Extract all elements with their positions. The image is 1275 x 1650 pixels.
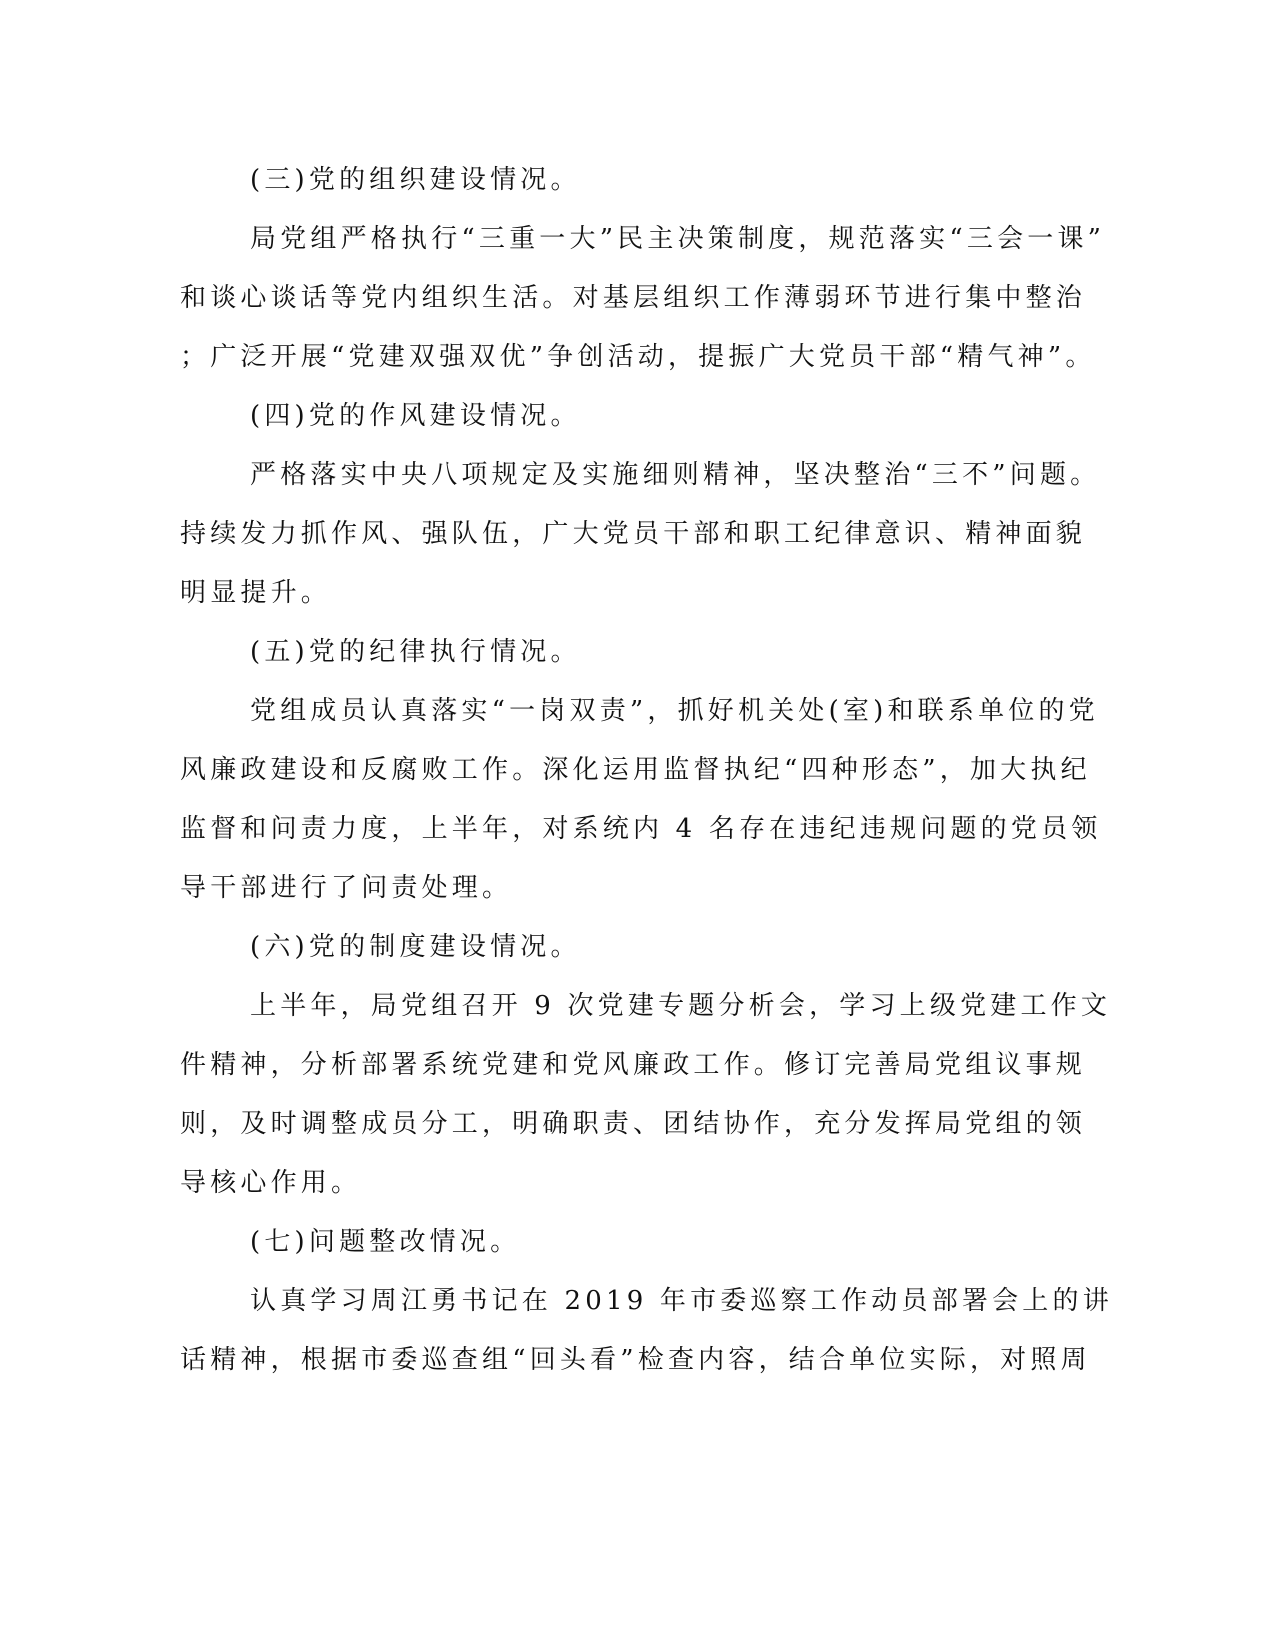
body-line: 则，及时调整成员分工，明确职责、团结协作，充分发挥局党组的领	[180, 1109, 1087, 1139]
section-heading-3: (三)党的组织建设情况。	[250, 165, 581, 195]
body-line: 件精神，分析部署系统党建和党风廉政工作。修订完善局党组议事规	[180, 1050, 1087, 1080]
body-line: 党组成员认真落实“一岗双责”，抓好机关处(室)和联系单位的党	[250, 696, 1099, 726]
body-line: 导干部进行了问责处理。	[180, 873, 513, 903]
section-heading-6: (六)党的制度建设情况。	[250, 932, 581, 962]
body-line: 明显提升。	[180, 578, 332, 608]
body-line: ；广泛开展“党建双强双优”争创活动，提振广大党员干部“精气神”。	[180, 342, 1096, 372]
body-line: 风廉政建设和反腐败工作。深化运用监督执纪“四种形态”，加大执纪	[180, 755, 1091, 785]
body-line: 导核心作用。	[180, 1168, 362, 1198]
body-line: 话精神，根据市委巡查组“回头看”检查内容，结合单位实际，对照周	[180, 1345, 1091, 1375]
section-heading-5: (五)党的纪律执行情况。	[250, 637, 581, 667]
body-line: 监督和问责力度，上半年，对系统内 4 名存在违纪违规问题的党员领	[180, 814, 1102, 844]
section-heading-4: (四)党的作风建设情况。	[250, 401, 581, 431]
body-line: 上半年，局党组召开 9 次党建专题分析会，学习上级党建工作文	[250, 991, 1112, 1021]
body-line: 认真学习周江勇书记在 2019 年市委巡察工作动员部署会上的讲	[250, 1286, 1113, 1316]
body-line: 局党组严格执行“三重一大”民主决策制度，规范落实“三会一课”	[250, 224, 1106, 254]
body-line: 持续发力抓作风、强队伍，广大党员干部和职工纪律意识、精神面貌	[180, 519, 1087, 549]
body-line: 和谈心谈话等党内组织生活。对基层组织工作薄弱环节进行集中整治	[180, 283, 1087, 313]
section-heading-7: (七)问题整改情况。	[250, 1227, 521, 1257]
body-line: 严格落实中央八项规定及实施细则精神，坚决整治“三不”问题。	[250, 460, 1101, 490]
